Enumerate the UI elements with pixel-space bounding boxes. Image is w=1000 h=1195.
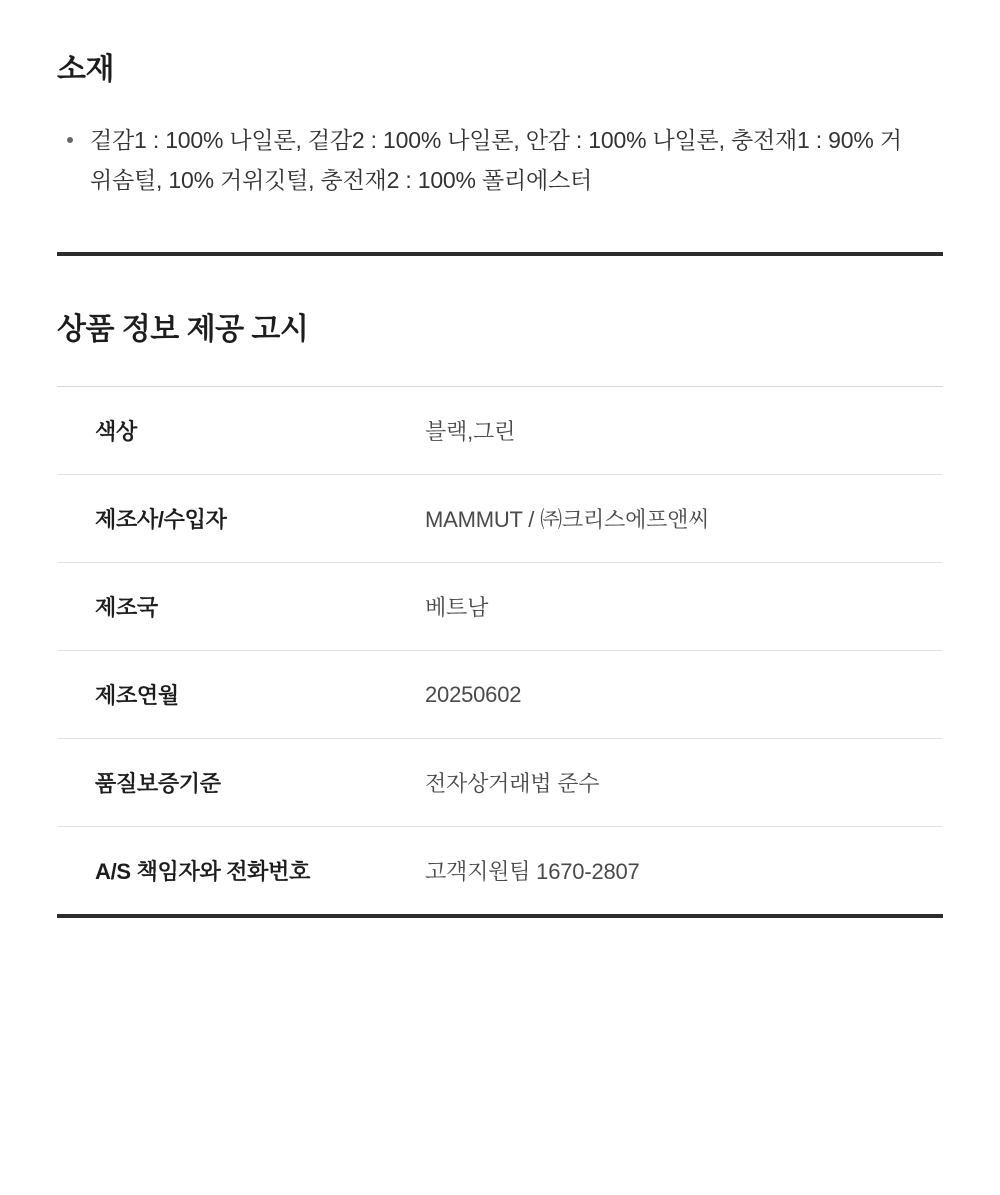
table-row-label: 제조국 bbox=[95, 595, 158, 621]
table-row bbox=[57, 387, 943, 475]
table-row bbox=[57, 827, 943, 915]
table-bottom-divider bbox=[57, 914, 943, 918]
table-row-label: A/S 책임자와 전화번호 bbox=[95, 859, 311, 885]
table-row bbox=[57, 739, 943, 827]
table-row-value: 고객지원팀 1670-2807 bbox=[425, 859, 640, 885]
table-row bbox=[57, 563, 943, 651]
table-row-label: 제조연월 bbox=[95, 683, 179, 709]
table-row-value: 베트남 bbox=[425, 595, 489, 621]
table-row-label: 제조사/수입자 bbox=[95, 507, 227, 533]
list-item: 겉감1 : 100% 나일론, 겉감2 : 100% 나일론, 안감 : 100% 나일론, 충전재1 : 90% 거위솜털, 10% 거위깃털, 충전재2 : 100% 폴리에스터 bbox=[57, 121, 918, 200]
product-info-table bbox=[57, 386, 943, 914]
table-row bbox=[57, 475, 943, 563]
table-row-value: MAMMUT / ㈜크리스에프앤씨 bbox=[425, 507, 710, 533]
table-row-value: 블랙,그린 bbox=[425, 419, 516, 445]
table-row-label: 품질보증기준 bbox=[95, 771, 221, 797]
table-row-value: 전자상거래법 준수 bbox=[425, 771, 600, 797]
product-info-section-title: 상품 정보 제공 고시 bbox=[57, 313, 309, 347]
table-row-label: 색상 bbox=[95, 419, 137, 445]
material-list bbox=[57, 121, 943, 200]
material-section-title: 소재 bbox=[57, 53, 114, 86]
table-row-value: 20250602 bbox=[425, 681, 522, 707]
table-row bbox=[57, 651, 943, 739]
